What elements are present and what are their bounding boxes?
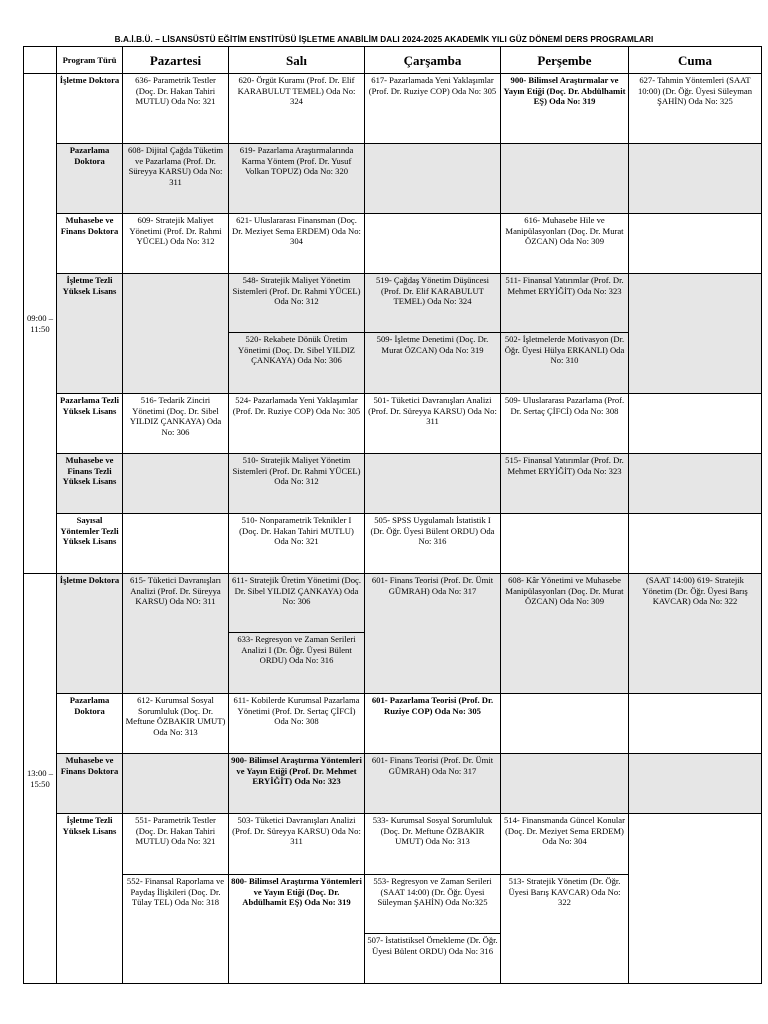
- course-entry: 502- İşletmelerde Motivasyon (Dr. Öğr. Üyesi Hülya ERKANLI) Oda No: 310: [501, 332, 628, 367]
- course-cell: 900- Bilimsel Araştırma Yöntemleri ve Yayın Etiği (Prof. Dr. Mehmet ERYİĞİT) Oda No: 323: [229, 754, 365, 814]
- course-cell: [629, 814, 762, 984]
- course-cell: 510- Nonparametrik Teknikler I (Doç. Dr. Hakan Tahiri MUTLU) Oda No: 321: [229, 514, 365, 574]
- schedule-row: [24, 694, 762, 754]
- course-entry: 513- Stratejik Yönetim (Dr. Öğr. Üyesi Barış KAVCAR) Oda No: 322: [501, 874, 628, 909]
- course-cell: 900- Bilimsel Araştırmalar ve Yayın Etiği (Doç. Dr. Abdülhamit EŞ) Oda No: 319: [501, 74, 629, 144]
- course-cell: [629, 274, 762, 394]
- course-cell: [629, 144, 762, 214]
- course-cell: 620- Örgüt Kuramı (Prof. Dr. Elif KARABULUT TEMEL) Oda No: 324: [229, 74, 365, 144]
- header-day: Pazartesi: [123, 47, 229, 74]
- schedule-row: [24, 454, 762, 514]
- schedule-row: [24, 74, 762, 144]
- course-entry: 551- Parametrik Testler (Doç. Dr. Hakan Tahiri MUTLU) Oda No: 321: [135, 815, 216, 847]
- course-cell: [501, 694, 629, 754]
- course-cell: [365, 214, 501, 274]
- course-entry: 520- Rekabete Dönük Üretim Yönetimi (Doç. Dr. Sibel YILDIZ ÇANKAYA) Oda No: 306: [229, 332, 364, 367]
- course-entry: 507- İstatistiksel Örnekleme (Dr. Öğr. Üyesi Bülent ORDU) Oda No: 316: [365, 933, 500, 957]
- course-cell: [123, 274, 229, 394]
- course-entry: 509- İşletme Denetimi (Doç. Dr. Murat ÖZCAN) Oda No: 319: [365, 332, 500, 356]
- course-cell: [629, 394, 762, 454]
- course-cell: [501, 754, 629, 814]
- course-cell: [501, 274, 629, 394]
- course-cell: [229, 274, 365, 394]
- course-cell: [229, 814, 365, 984]
- schedule-row: [24, 274, 762, 394]
- course-cell: 516- Tedarik Zinciri Yönetimi (Doç. Dr. Sibel YILDIZ ÇANKAYA) Oda No: 306: [123, 394, 229, 454]
- program-type: Muhasebe ve Finans Doktora: [57, 754, 123, 814]
- course-entry: 552- Finansal Raporlama ve Paydaş İlişkileri (Doç. Dr. Tülay TEL) Oda No: 318: [123, 874, 228, 909]
- schedule-row: [24, 144, 762, 214]
- course-cell: [629, 754, 762, 814]
- schedule-row: [24, 814, 762, 984]
- course-cell: 524- Pazarlamada Yeni Yaklaşımlar (Prof. Dr. Ruziye COP) Oda No: 305: [229, 394, 365, 454]
- course-entry: 514- Finansmanda Güncel Konular (Doç. Dr. Meziyet Sema ERDEM) Oda No: 304: [503, 815, 625, 847]
- course-cell: 609- Stratejik Maliyet Yönetimi (Prof. Dr. Rahmi YÜCEL) Oda No: 312: [123, 214, 229, 274]
- header-day: Çarşamba: [365, 47, 501, 74]
- course-cell: [365, 144, 501, 214]
- course-cell: 615- Tüketici Davranışları Analizi (Prof. Dr. Süreyya KARSU) Oda NO: 311: [123, 574, 229, 694]
- schedule-row: [24, 394, 762, 454]
- schedule-row: [24, 574, 762, 694]
- program-type: İşletme Tezli Yüksek Lisans: [57, 274, 123, 394]
- header-day: Perşembe: [501, 47, 629, 74]
- time-slot: 13:00 – 15:50: [24, 574, 57, 984]
- program-type: Muhasebe ve Finans Tezli Yüksek Lisans: [57, 454, 123, 514]
- course-cell: 636- Parametrik Testler (Doç. Dr. Hakan Tahiri MUTLU) Oda No: 321: [123, 74, 229, 144]
- header-day: Cuma: [629, 47, 762, 74]
- course-entry: 611- Stratejik Üretim Yönetimi (Doç. Dr. Sibel YILDIZ ÇANKAYA) Oda No: 306: [232, 575, 361, 607]
- course-cell: 510- Stratejik Maliyet Yönetim Sistemleri (Prof. Dr. Rahmi YÜCEL) Oda No: 312: [229, 454, 365, 514]
- course-cell: 617- Pazarlamada Yeni Yaklaşımlar (Prof. Dr. Ruziye COP) Oda No: 305: [365, 74, 501, 144]
- program-type: Pazarlama Doktora: [57, 694, 123, 754]
- course-cell: 501- Tüketici Davranışları Analizi (Prof. Dr. Süreyya KARSU) Oda No: 311: [365, 394, 501, 454]
- course-cell: 601- Finans Teorisi (Prof. Dr. Ümit GÜMRAH) Oda No: 317: [365, 754, 501, 814]
- program-type: İşletme Tezli Yüksek Lisans: [57, 814, 123, 984]
- course-cell: [629, 454, 762, 514]
- course-cell: 608- Dijital Çağda Tüketim ve Pazarlama (Prof. Dr. Süreyya KARSU) Oda No: 311: [123, 144, 229, 214]
- time-slot: 09:00 – 11:50: [24, 74, 57, 574]
- course-cell: [365, 274, 501, 394]
- page-title: B.A.İ.B.Ü. – LİSANSÜSTÜ EĞİTİM ENSTİTÜSÜ İŞLETME ANABİLİM DALI 2024-2025 AKADEMİK YILI GÜZ DÖNEMİ DERS PROGRAMLARI: [114, 35, 654, 44]
- course-cell: 611- Kobilerde Kurumsal Pazarlama Yönetimi (Prof. Dr. Sertaç ÇİFCİ) Oda No: 308: [229, 694, 365, 754]
- course-entry: 553- Regresyon ve Zaman Serileri (SAAT 14:00) (Dr. Öğr. Üyesi Süleyman ŞAHİN) Oda No:325: [365, 874, 500, 933]
- course-cell: 621- Uluslararası Finansman (Doç. Dr. Meziyet Sema ERDEM) Oda No: 304: [229, 214, 365, 274]
- course-cell: [629, 694, 762, 754]
- course-cell: (SAAT 14:00) 619- Stratejik Yönetim (Dr. Öğr. Üyesi Barış KAVCAR) Oda No: 322: [629, 574, 762, 694]
- course-entry: 533- Kurumsal Sosyal Sorumluluk (Doç. Dr. Meftune ÖZBAKIR UMUT) Oda No: 313: [372, 815, 493, 847]
- course-cell: 608- Kâr Yönetimi ve Muhasebe Manipülasyonları (Doç. Dr. Murat ÖZCAN) Oda No: 309: [501, 574, 629, 694]
- header-row: [24, 47, 762, 74]
- program-type: Sayısal Yöntemler Tezli Yüksek Lisans: [57, 514, 123, 574]
- course-cell: [123, 814, 229, 984]
- course-cell: 627- Tahmin Yöntemleri (SAAT 10:00) (Dr. Öğr. Üyesi Süleyman ŞAHİN) Oda No: 325: [629, 74, 762, 144]
- schedule-row: [24, 214, 762, 274]
- course-cell: 505- SPSS Uygulamalı İstatistik I (Dr. Öğr. Üyesi Bülent ORDU) Oda No: 316: [365, 514, 501, 574]
- course-cell: 619- Pazarlama Araştırmalarında Karma Yöntem (Prof. Dr. Yusuf Volkan TOPUZ) Oda No: 320: [229, 144, 365, 214]
- course-entry: 548- Stratejik Maliyet Yönetim Sistemleri (Prof. Dr. Rahmi YÜCEL) Oda No: 312: [232, 275, 361, 307]
- course-entry: 633- Regresyon ve Zaman Serileri Analizi I (Dr. Öğr. Üyesi Bülent ORDU) Oda No: 316: [229, 632, 364, 667]
- course-cell: 509- Uluslararası Pazarlama (Prof. Dr. Sertaç ÇİFCİ) Oda No: 308: [501, 394, 629, 454]
- course-cell: 612- Kurumsal Sosyal Sorumluluk (Doç. Dr. Meftune ÖZBAKIR UMUT) Oda No: 313: [123, 694, 229, 754]
- course-cell: [229, 574, 365, 694]
- program-type: Pazarlama Tezli Yüksek Lisans: [57, 394, 123, 454]
- course-cell: [629, 514, 762, 574]
- header-program: Program Türü: [57, 47, 123, 74]
- course-cell: [501, 144, 629, 214]
- program-type: İşletme Doktora: [57, 574, 123, 694]
- schedule-row: [24, 514, 762, 574]
- course-entry: 503- Tüketici Davranışları Analizi (Prof. Dr. Süreyya KARSU) Oda No: 311: [232, 815, 361, 847]
- header-day: Salı: [229, 47, 365, 74]
- course-cell: [123, 754, 229, 814]
- course-entry: 511- Finansal Yatırımlar (Prof. Dr. Mehmet ERYİĞİT) Oda No: 323: [505, 275, 624, 296]
- course-cell: 616- Muhasebe Hile ve Manipülasyonları (Doç. Dr. Murat ÖZCAN) Oda No: 309: [501, 214, 629, 274]
- course-entry: 519- Çağdaş Yönetim Düşüncesi (Prof. Dr. Elif KARABULUT TEMEL) Oda No: 324: [375, 275, 490, 307]
- course-cell: [501, 514, 629, 574]
- course-entry: 800- Bilimsel Araştırma Yöntemleri ve Yayın Etiği (Doç. Dr. Abdülhamit EŞ) Oda No: 319: [229, 874, 364, 909]
- course-cell: 601- Finans Teorisi (Prof. Dr. Ümit GÜMRAH) Oda No: 317: [365, 574, 501, 694]
- schedule-row: [24, 754, 762, 814]
- course-cell: [123, 514, 229, 574]
- course-cell: [365, 454, 501, 514]
- schedule-table: [23, 46, 762, 984]
- course-cell: 515- Finansal Yatırımlar (Prof. Dr. Mehmet ERYİĞİT) Oda No: 323: [501, 454, 629, 514]
- program-type: Muhasebe ve Finans Doktora: [57, 214, 123, 274]
- program-type: İşletme Doktora: [57, 74, 123, 144]
- corner-cell: [24, 47, 57, 74]
- course-cell: [501, 814, 629, 984]
- course-cell: 601- Pazarlama Teorisi (Prof. Dr. Ruziye COP) Oda No: 305: [365, 694, 501, 754]
- course-cell: [123, 454, 229, 514]
- program-type: Pazarlama Doktora: [57, 144, 123, 214]
- course-cell: [365, 814, 501, 984]
- course-cell: [629, 214, 762, 274]
